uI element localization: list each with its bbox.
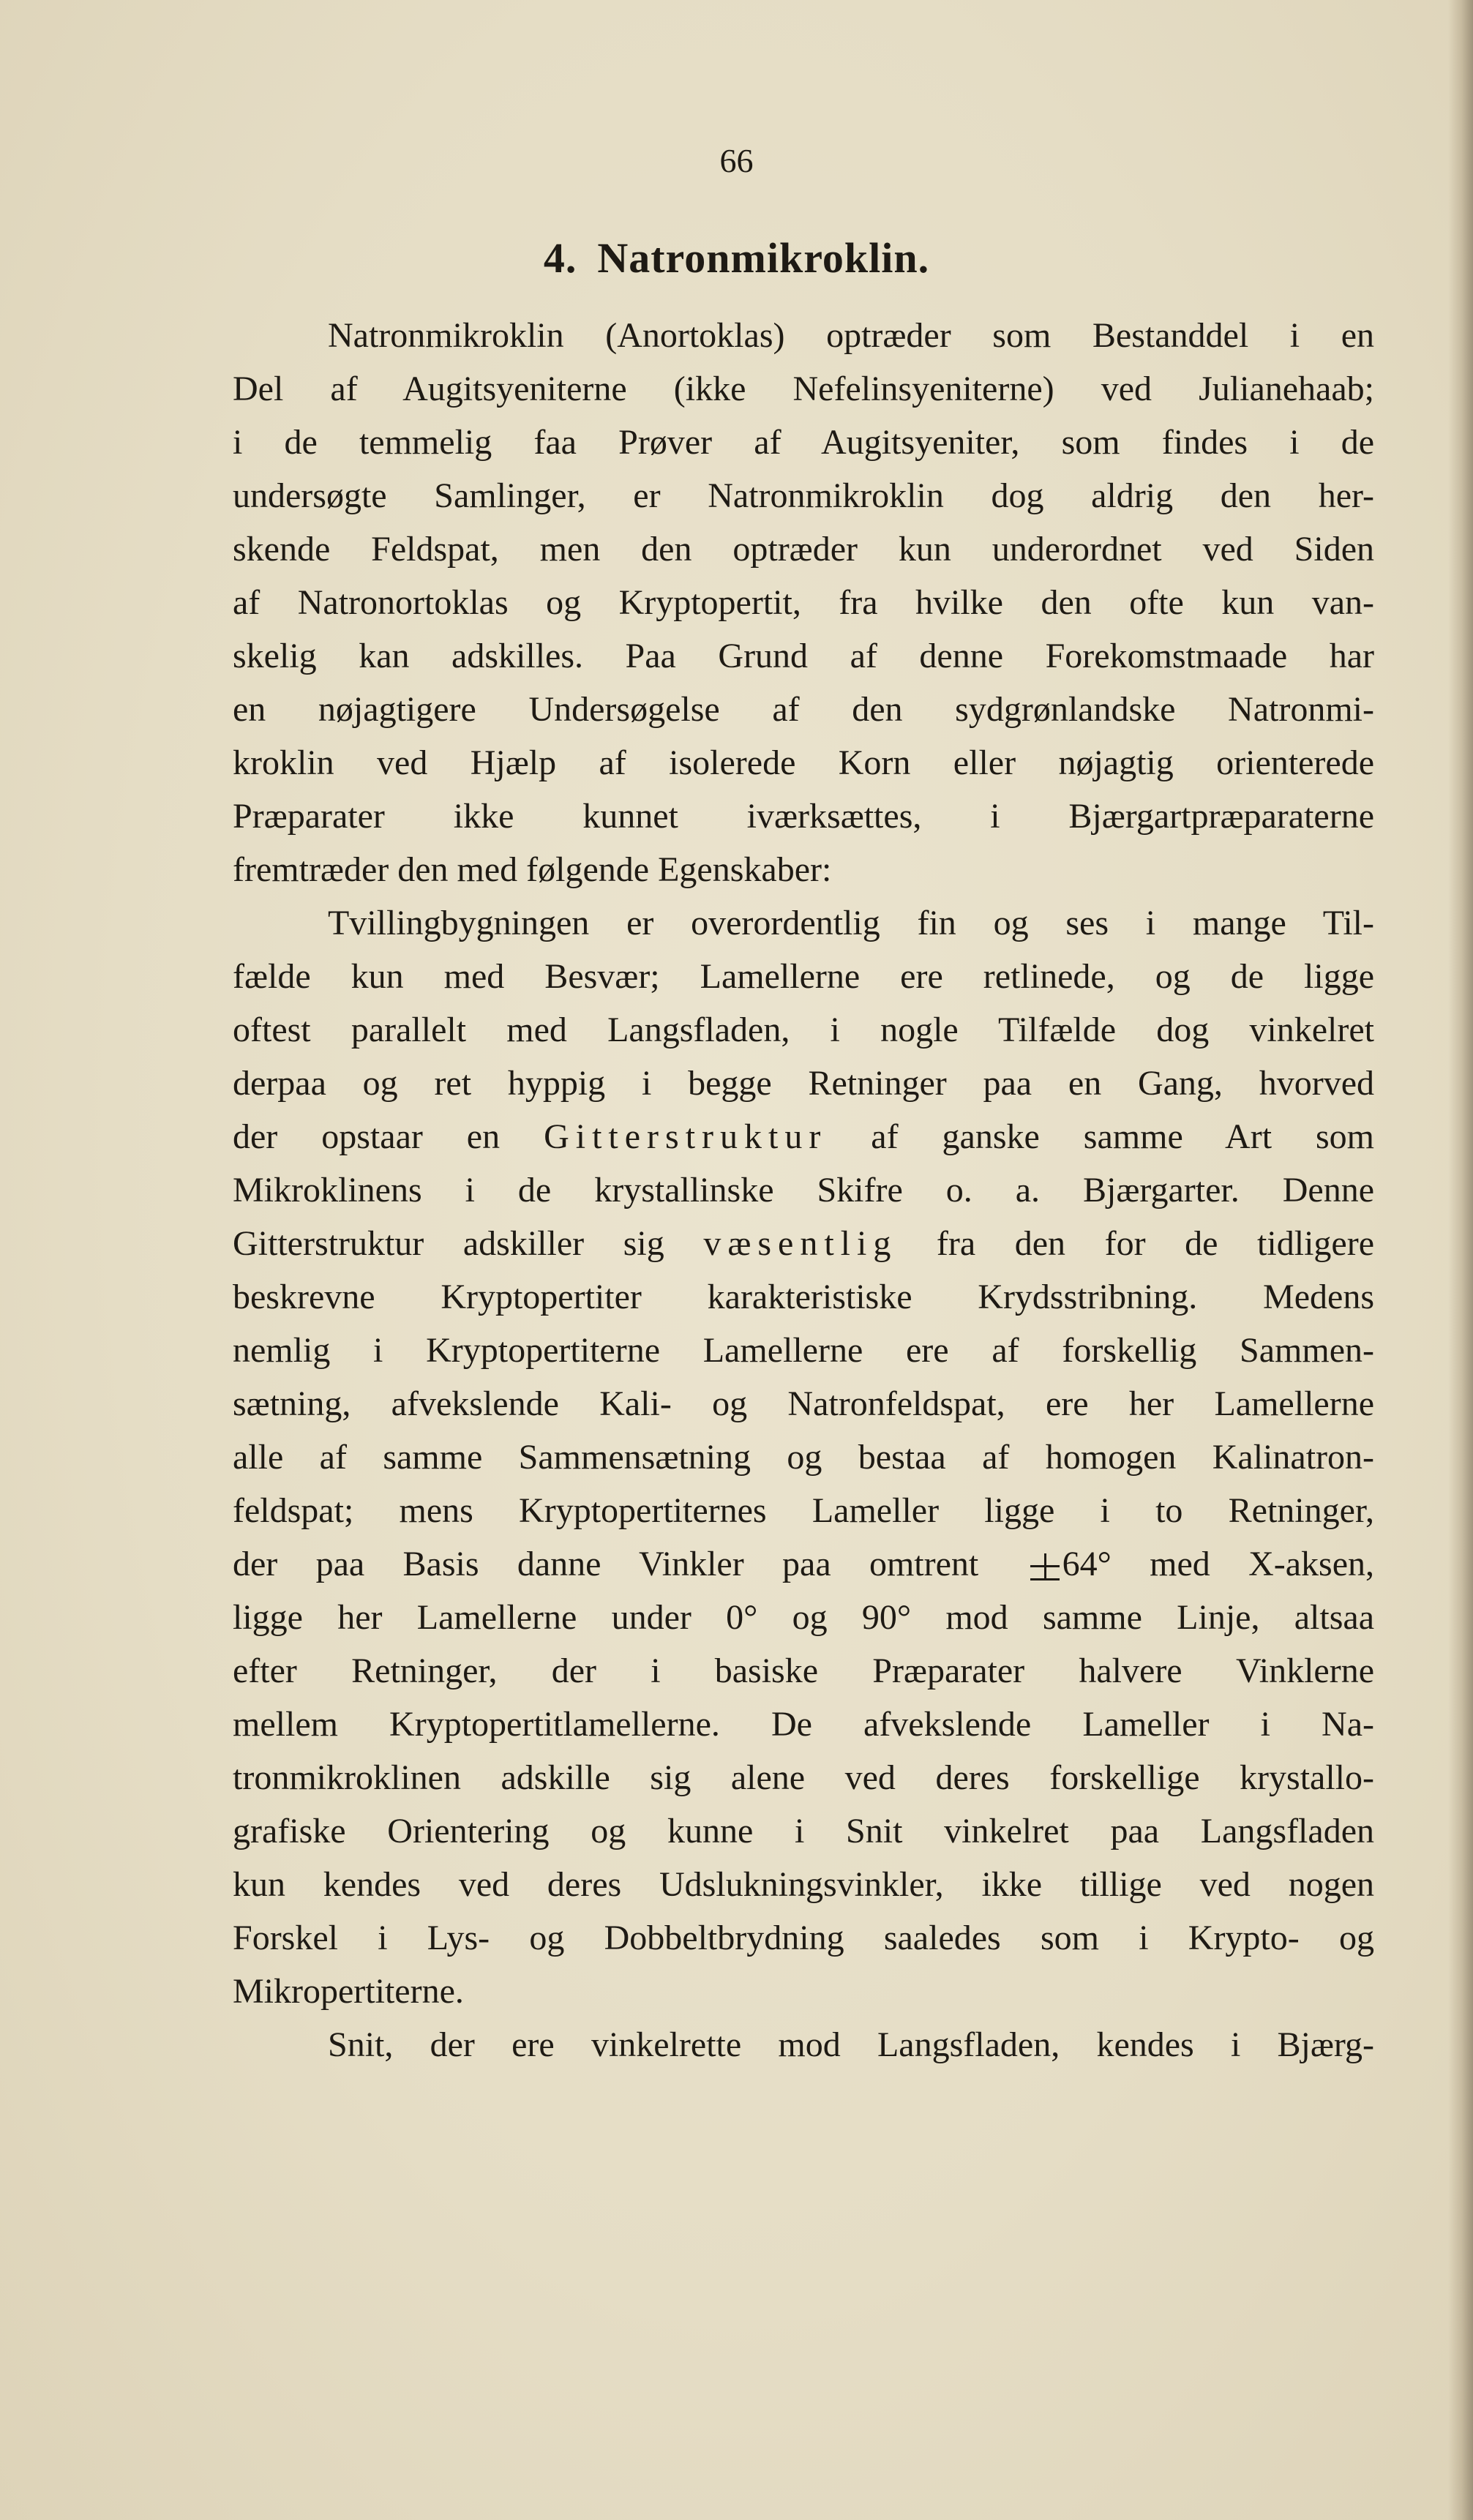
text-line: Del af Augitsyeniterne (ikke Nefelinsyeniterne) ved Julianehaab; xyxy=(233,370,1374,408)
text-line: kun kendes ved deres Udslukningsvinkler, ikke tillige ved nogen xyxy=(233,1865,1374,1904)
text-line: efter Retninger, der i basiske Præparater halvere Vinklerne xyxy=(233,1651,1374,1690)
text-line: Præparater ikke kunnet iværksættes, i Bjærgartpræparaterne xyxy=(233,797,1374,836)
text-line: skende Feldspat, men den optræder kun underordnet ved Siden xyxy=(233,530,1374,569)
plus-minus-symbol xyxy=(1027,1553,1062,1581)
text-line: mellem Kryptopertitlamellerne. De afvekslende Lameller i Na- xyxy=(233,1705,1374,1744)
text-line: Tvillingbygningen er overordentlig fin og ses i mange Til- xyxy=(328,904,1374,942)
text-line: sætning, afvekslende Kali- og Natronfeldspat, ere her Lamellerne xyxy=(233,1384,1374,1423)
text-line: alle af samme Sammensætning og bestaa af homogen Kalinatron- xyxy=(233,1438,1374,1477)
text-line: derpaa og ret hyppig i begge Retninger paa en Gang, hvorved xyxy=(233,1064,1374,1103)
text-line-angle xyxy=(233,1537,1374,1591)
text-line: ligge her Lamellerne under 0° og 90° mod samme Linje, altsaa xyxy=(233,1598,1374,1637)
text-line: undersøgte Samlinger, er Natronmikroklin dog aldrig den her- xyxy=(233,476,1374,515)
page-number: 66 xyxy=(719,142,754,179)
text-line: beskrevne Kryptopertiter karakteristiske Krydsstribning. Medens xyxy=(233,1278,1374,1316)
spaced-word-vaesentlig: væsentlig xyxy=(703,1224,898,1263)
text-line: Mikropertiterne. xyxy=(233,1972,464,2011)
text-line: feldspat; mens Kryptopertiternes Lameller ligge i to Retninger, xyxy=(233,1491,1374,1530)
text-line: grafiske Orientering og kunne i Snit vinkelret paa Langsfladen xyxy=(233,1812,1374,1850)
text-line: fælde kun med Besvær; Lamellerne ere retlinede, og de ligge xyxy=(233,957,1374,996)
text-line: af Natronortoklas og Kryptopertit, fra hvilke den ofte kun van- xyxy=(233,583,1374,622)
text-line-angle-end: med X-aksen, xyxy=(1150,1545,1375,1583)
text-line-vaesentlig: Gitterstruktur adskiller sig væsentlig fra den for de tidligere xyxy=(233,1224,1374,1263)
section-title: Natronmikroklin. xyxy=(597,234,930,282)
text-line: Mikroklinens i de krystallinske Skifre o. a. Bjærgarter. Denne xyxy=(233,1171,1374,1210)
text-line: kroklin ved Hjælp af isolerede Korn eller nøjagtig orienterede xyxy=(233,743,1374,782)
text-line: tronmikroklinen adskille sig alene ved deres forskellige krystallo- xyxy=(233,1758,1374,1797)
text-line: fremtræder den med følgende Egenskaber: xyxy=(233,850,832,889)
page-edge-shadow xyxy=(1448,0,1473,2520)
text-line: oftest parallelt med Langsfladen, i nogle Tilfælde dog vinkelret xyxy=(233,1010,1374,1049)
text-line: Natronmikroklin (Anortoklas) optræder som Bestanddel i en xyxy=(328,316,1374,355)
text-line: en nøjagtigere Undersøgelse af den sydgrønlandske Natronmi- xyxy=(233,690,1374,729)
text-line: Forskel i Lys- og Dobbeltbrydning saaledes som i Krypto- og xyxy=(233,1919,1374,1957)
section-number: 4. xyxy=(543,234,577,282)
text-line: Snit, der ere vinkelrette mod Langsfladen, kendes i Bjærg- xyxy=(328,2025,1374,2064)
text-line: skelig kan adskilles. Paa Grund af denne Forekomstmaade har xyxy=(233,637,1374,675)
body-text xyxy=(233,309,1374,2071)
angle-value: 64° xyxy=(1062,1545,1112,1583)
section-heading xyxy=(0,233,1473,284)
spaced-word-gitterstruktur: Gitterstruktur xyxy=(544,1117,828,1156)
text-line-angle-start: der paa Basis danne Vinkler paa omtrent xyxy=(233,1545,979,1583)
text-line: nemlig i Kryptopertiterne Lamellerne ere af forskellig Sammen- xyxy=(233,1331,1374,1370)
text-line: i de temmelig faa Prøver af Augitsyeniter, som findes i de xyxy=(233,423,1374,462)
text-line-gitterstruktur: der opstaar en Gitterstruktur af ganske samme Art som xyxy=(233,1117,1374,1156)
